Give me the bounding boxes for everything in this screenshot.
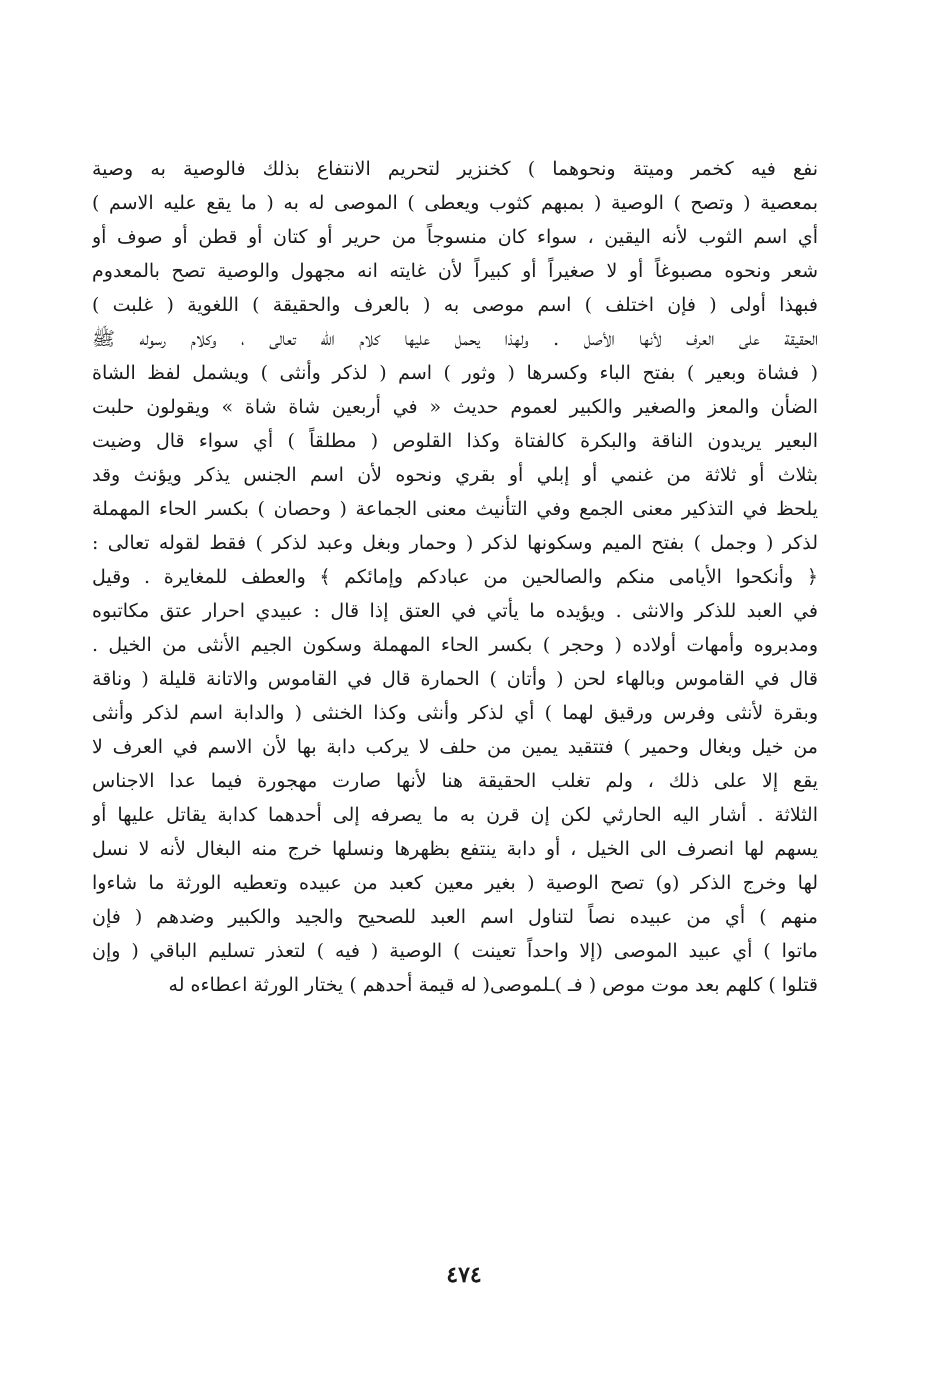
page-number: ٤٧٤ (446, 1262, 482, 1288)
text-line: البعير يريدون الناقة والبكرة كالفتاة وكذا القلوص ( مطلقاً ) أي سواء قال وضيت (92, 430, 818, 452)
text-line: قتلوا ) كلهم بعد موت موص ( فـ )ـلموصى( له قيمة أحدهم ) يختار الورثة اعطاءه له (168, 974, 818, 996)
text-line: الثلاثة . أشار اليه الحارثي لكن إن قرن به ما يصرفه إلى أحدهما كدابة يقاتل عليها أو (92, 804, 818, 826)
text-line: قال في القاموس وبالهاء لحن ( وأتان ) الحمارة قال في القاموس والاتانة قليلة ( وناقة (92, 668, 818, 690)
text-line: شعر ونحوه مصبوغاً أو لا صغيراً أو كبيراً لأن غايته انه مجهول والوصية تصح بالمعدوم (92, 260, 818, 282)
text-line: من خيل وبغال وحمير ) فتتقيد يمين من حلف لا يركب دابة بها لأن الاسم في العرف لا (92, 736, 818, 758)
text-line: وبقرة لأنثى وفرس ورقيق لهما ) أي لذكر وأنثى وكذا الخنثى ( والدابة اسم لذكر وأنثى (92, 702, 818, 724)
text-line: أي اسم الثوب لأنه اليقين ، سواء كان منسوجاً من حرير أو كتان أو قطن أو صوف أو (92, 226, 818, 248)
text-line: لها وخرج الذكر (و) تصح الوصية ( بغير معين كعبد من عبيده وتعطيه الورثة ما شاءوا (92, 872, 818, 894)
body-text (92, 152, 818, 1002)
text-line: ومدبروه وأمهات أولاده ( وحجر ) بكسر الحاء المهملة وسكون الجيم الأنثى من الخيل . (92, 634, 818, 656)
text-line: فبهذا أولى ( فإن اختلف ) اسم موصى به ( بالعرف والحقيقة ) اللغوية ( غلبت ) (92, 294, 818, 316)
text-line: في العبد للذكر والانثى . ويؤيده ما يأتي في العتق إذا قال : عبيدي احرار عتق مكاتبوه (92, 600, 818, 622)
text-line: يلحظ في التذكير معنى الجمع وفي التأنيث معنى الجماعة ( وحصان ) بكسر الحاء المهملة (92, 498, 818, 520)
text-line: الحقيقة على العرف لأنها الأصل . ولهذا يحمل عليها كلام الله تعالى ، وكلام رسوله ﷺ (92, 328, 818, 350)
text-line: لذكر ( وجمل ) بفتح الميم وسكونها لذكر ( وحمار وبغل وعبد لذكر ) فقط لقوله تعالى : (92, 532, 818, 554)
text-line: الضأن والمعز والصغير والكبير لعموم حديث « في أربعين شاة شاة » ويقولون حلبت (92, 396, 818, 418)
text-line: ماتوا ) أي عبيد الموصى (إلا واحداً تعينت ) الوصية ( فيه ) لتعذر تسليم الباقي ( وإن (92, 940, 818, 962)
text-line: ﴿ وأنكحوا الأيامى منكم والصالحين من عبادكم وإمائكم ﴾ والعطف للمغايرة . وقيل (92, 566, 818, 588)
text-line: بمعصية ( وتصح ) الوصية ( بمبهم كثوب ويعطى ) الموصى له به ( ما يقع عليه الاسم ) (92, 192, 818, 214)
text-line: منهم ) أي من عبيده نصاً لتناول اسم العبد للصحيح والجيد والكبير وضدهم ( فإن (92, 906, 818, 928)
text-line: ( فشاة وبعير ) بفتح الباء وكسرها ( وثور ) اسم ( لذكر وأنثى ) ويشمل لفظ الشاة (92, 362, 818, 384)
text-line: نفع فيه كخمر وميتة ونحوهما ) كخنزير لتحريم الانتفاع بذلك فالوصية به وصية (92, 158, 818, 180)
text-line: يقع إلا على ذلك ، ولم تغلب الحقيقة هنا لأنها صارت مهجورة فيما عدا الاجناس (92, 770, 818, 792)
text-line: يسهم لها انصرف الى الخيل ، أو دابة ينتفع بظهرها ونسلها خرج منه البغال لأنه لا نسل (92, 838, 818, 860)
text-line: بثلاث أو ثلاثة من غنمي أو إبلي أو بقري ونحوه لأن اسم الجنس يذكر ويؤنث وقد (92, 464, 818, 486)
